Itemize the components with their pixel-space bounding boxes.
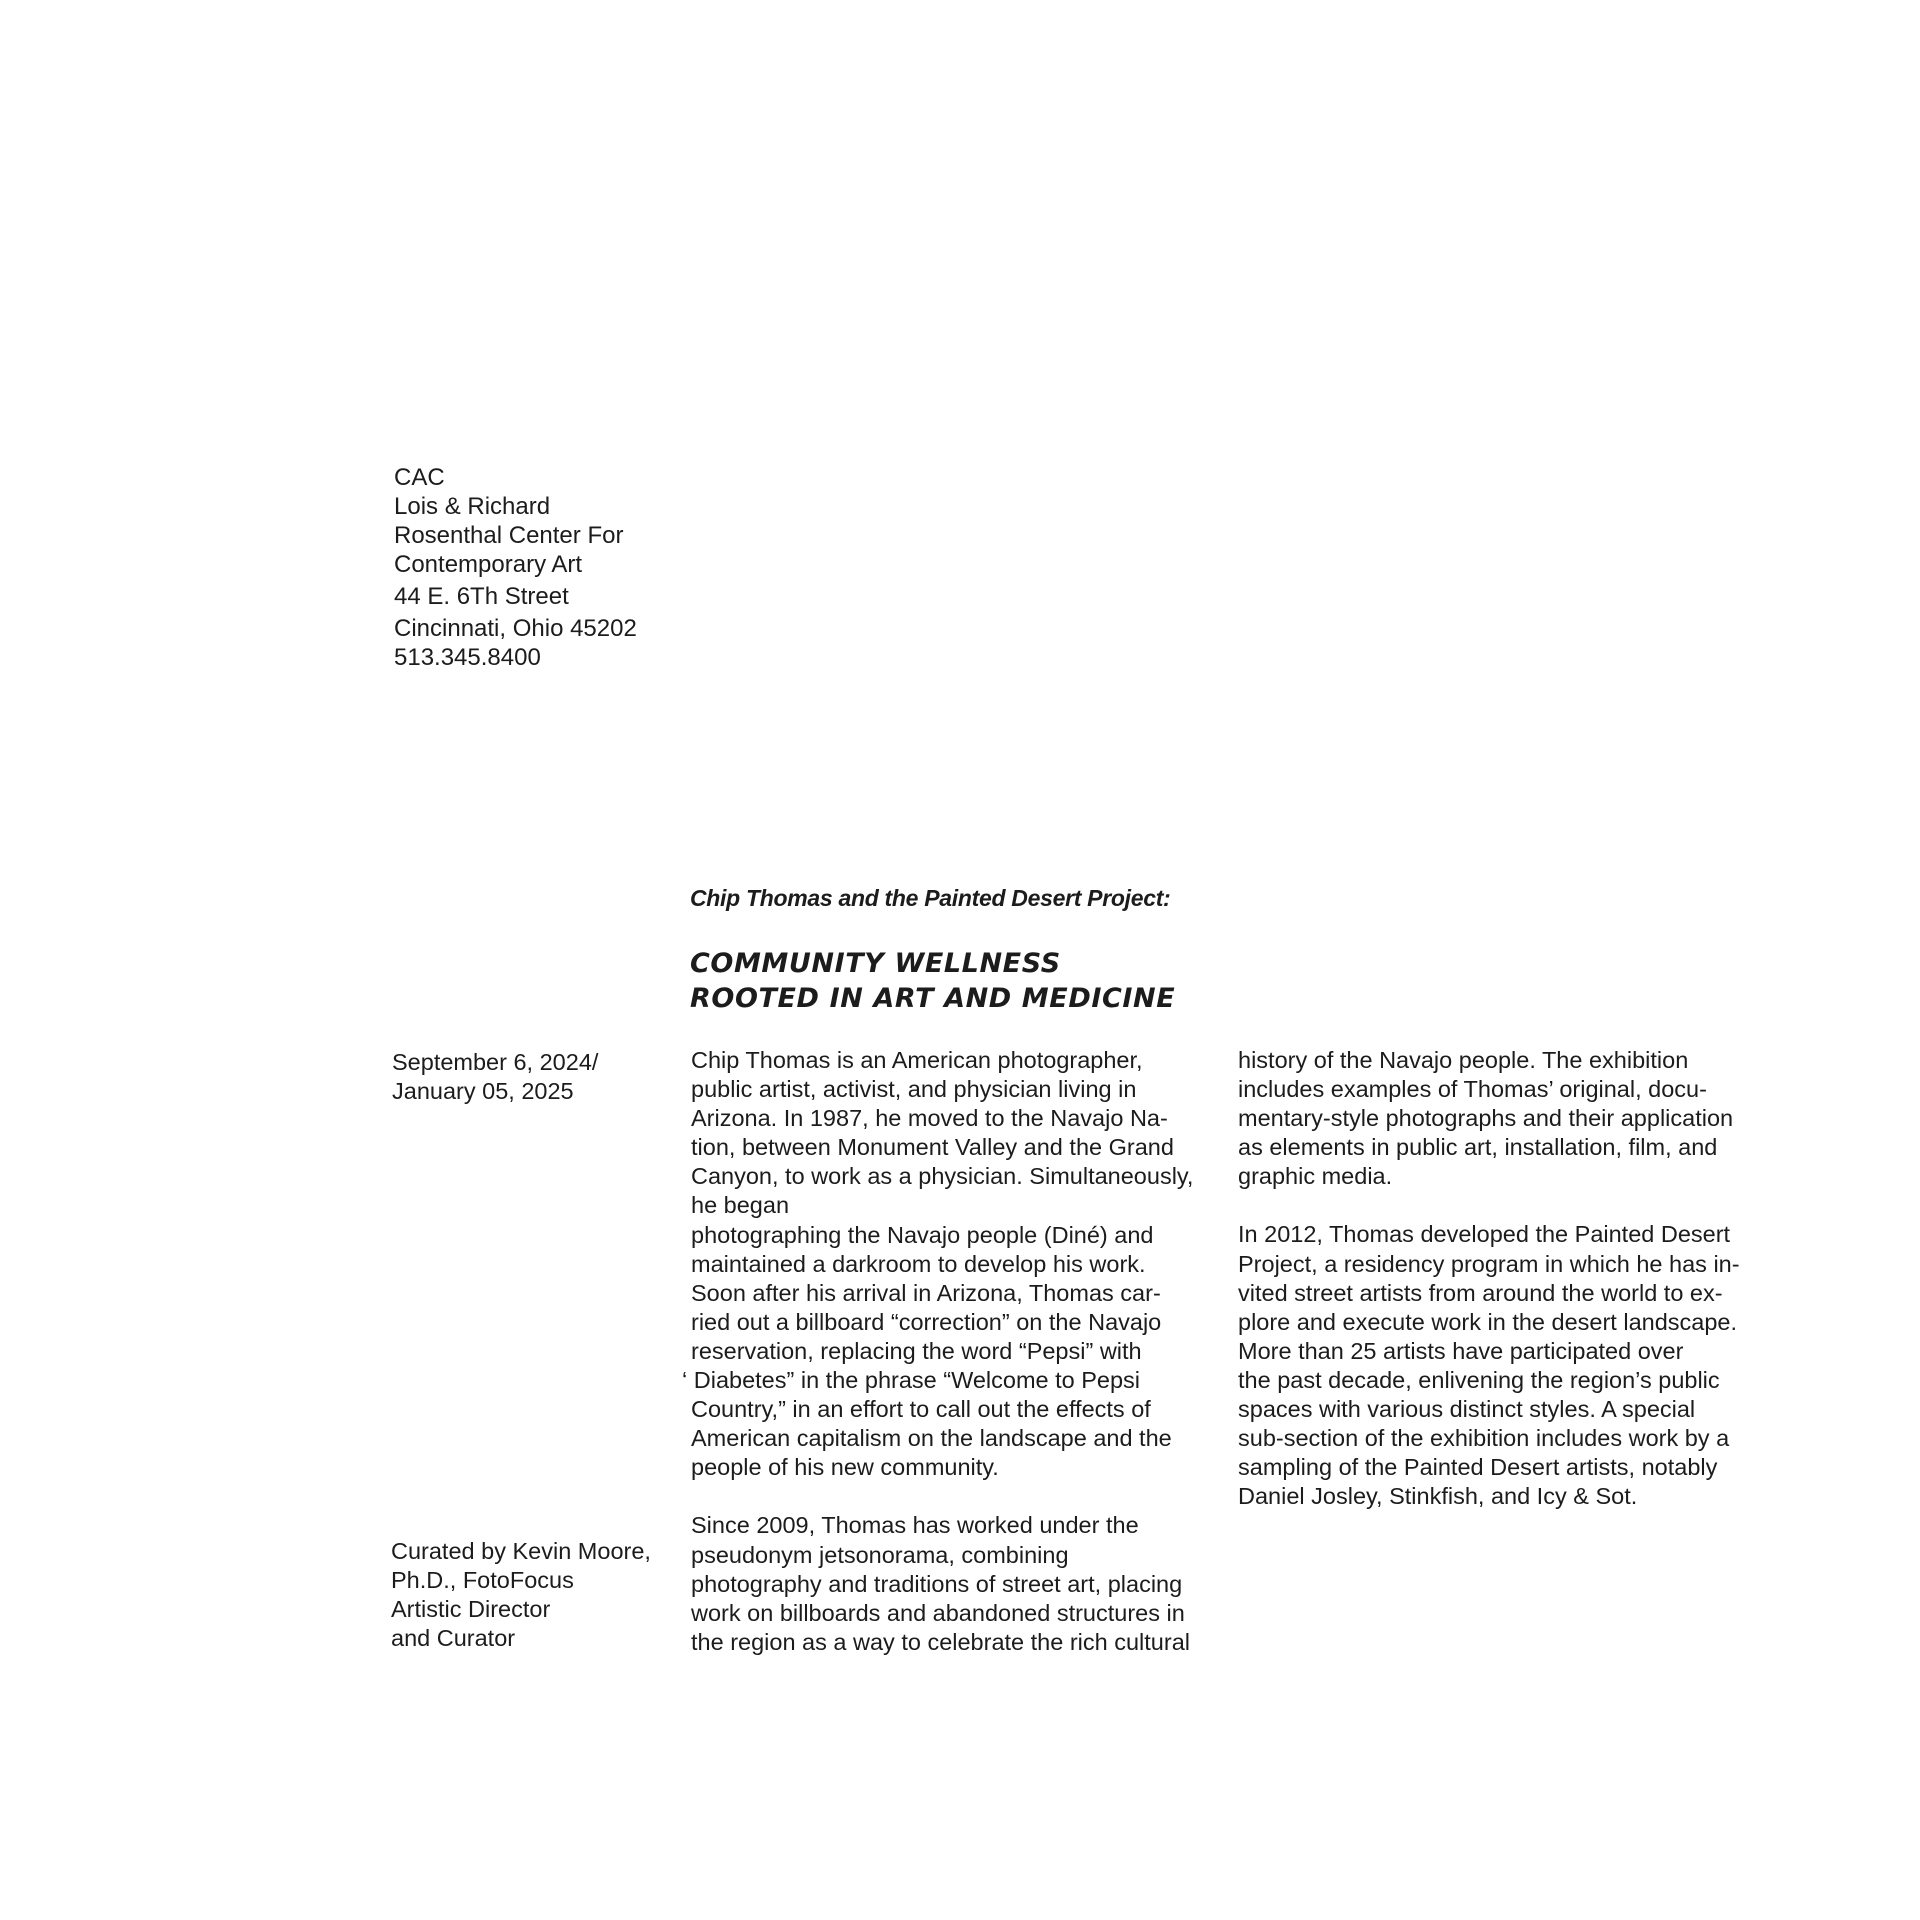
curator-line: Curated by Kevin Moore, [391,1538,651,1564]
address-line: Rosenthal Center For [394,522,624,549]
text-line: Since 2009, Thomas has worked under the [691,1512,1139,1539]
text-line: includes examples of Thomas’ original, docu- [1238,1076,1707,1103]
text-line: Country,” in an effort to call out the effects of [691,1396,1151,1423]
curator-line: Artistic Director [391,1596,551,1622]
paragraph [1238,1046,1768,1191]
exhibition-dates [392,1048,598,1106]
paragraph [682,1046,1221,1482]
text-line: Chip Thomas is an American photographer, [691,1047,1143,1073]
date-line: September 6, 2024/ [392,1049,599,1075]
exhibition-title [690,946,1175,1016]
curator-line: and Curator [391,1625,516,1651]
body-column-1 [682,1046,1221,1657]
text-line: Arizona. In 1987, he moved to the Navajo Na- [691,1105,1168,1132]
address-line: CAC [394,464,445,491]
address-line: Cincinnati, Ohio 45202 [394,615,637,642]
text-line: More than 25 artists have participated over [1238,1337,1684,1364]
address-line: Contemporary Art [394,551,583,578]
text-line: spaces with various distinct styles. A special [1238,1396,1696,1423]
text-line: work on billboards and abandoned structures in [691,1599,1185,1626]
paragraph-spacer [691,1482,1221,1511]
exhibition-subtitle: Chip Thomas and the Painted Desert Project: [690,885,1171,911]
text-line: tion, between Monument Valley and the Grand [691,1134,1174,1161]
text-line: Daniel Josley, Stinkfish, and Icy & Sot. [1238,1483,1638,1510]
text-line: reservation, replacing the word “Pepsi” with [691,1337,1142,1364]
text-line: sampling of the Painted Desert artists, notably [1238,1454,1718,1481]
text-line: ‘ Diabetes” in the phrase “Welcome to Pepsi [682,1367,1141,1394]
text-line: ried out a billboard “correction” on the Navajo [691,1308,1162,1335]
text-line: In 2012, Thomas developed the Painted Desert [1238,1221,1731,1248]
body-column-2 [1238,1046,1768,1511]
text-line: as elements in public art, installation, film, and [1238,1134,1718,1161]
text-line: sub-section of the exhibition includes work by a [1238,1425,1730,1452]
curator-line: Ph.D., FotoFocus [391,1567,574,1593]
paragraph [1238,1220,1768,1511]
date-line: January 05, 2025 [392,1078,574,1104]
text-line: pseudonym jetsonorama, combining [691,1541,1069,1568]
text-line: graphic media. [1238,1163,1393,1190]
curator-credit [391,1537,651,1653]
text-line: mentary-style photographs and their application [1238,1105,1734,1132]
text-line: he began [691,1192,790,1219]
text-line: Canyon, to work as a physician. Simultaneously, [691,1163,1194,1190]
paragraph-spacer [1238,1191,1768,1220]
text-line: maintained a darkroom to develop his work. [691,1250,1146,1277]
paragraph [691,1511,1221,1656]
text-line: public artist, activist, and physician living in [691,1076,1137,1103]
text-line: photographing the Navajo people (Diné) and [691,1221,1154,1248]
title-line: COMMUNITY WELLNESS [690,948,1061,979]
text-line: photography and traditions of street art, placing [691,1570,1183,1597]
title-line: ROOTED IN ART AND MEDICINE [690,983,1176,1014]
text-line: plore and execute work in the desert landscape. [1238,1308,1738,1335]
text-line: the region as a way to celebrate the rich cultural [691,1628,1190,1655]
text-line: people of his new community. [691,1454,999,1481]
text-line: the past decade, enlivening the region’s public [1238,1366,1720,1393]
text-line: Soon after his arrival in Arizona, Thomas car- [691,1279,1161,1306]
address-block [394,463,637,672]
text-line: vited street artists from around the world to ex- [1238,1279,1723,1306]
text-line: history of the Navajo people. The exhibition [1238,1047,1689,1073]
address-line: Lois & Richard [394,493,551,520]
address-line: 513.345.8400 [394,644,541,671]
text-line: Project, a residency program in which he has in- [1238,1250,1740,1277]
text-line: American capitalism on the landscape and the [691,1425,1172,1452]
address-line: 44 E. 6Th Street [394,583,569,610]
